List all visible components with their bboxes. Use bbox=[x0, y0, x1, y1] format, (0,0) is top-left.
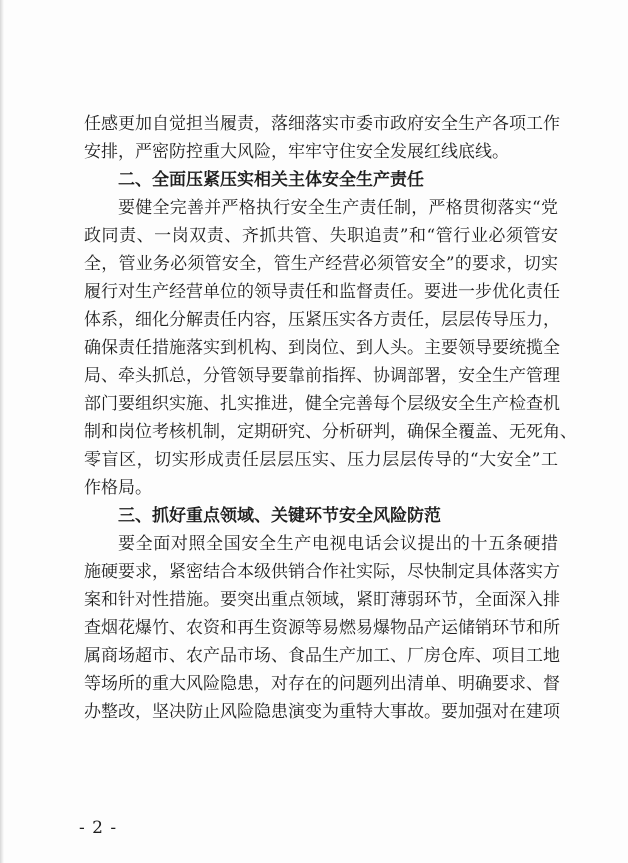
page-number: - 2 - bbox=[79, 818, 118, 838]
page-edge-shadow bbox=[0, 0, 4, 863]
section-heading-3: 三、抓好重点领域、关键环节安全风险防范 bbox=[118, 506, 441, 526]
paragraph-line: 部门要组织实施、扎实推进，健全完善每个层级安全生产检查机 bbox=[84, 394, 560, 414]
paragraph-line: 属商场超市、农产品市场、食品生产加工、厂房仓库、项目工地 bbox=[84, 646, 560, 666]
paragraph-line: 制和岗位考核机制，定期研究、分析研判，确保全覆盖、无死角、 bbox=[84, 422, 577, 442]
paragraph-line: 等场所的重大风险隐患，对存在的问题列出清单、明确要求、督 bbox=[84, 674, 560, 694]
paragraph-line: 局、牵头抓总，分管领导要靠前指挥、协调部署，安全生产管理 bbox=[84, 366, 560, 386]
paragraph-line: 确保责任措施落实到机构、到岗位、到人头。主要领导要统揽全 bbox=[84, 338, 560, 358]
paragraph-line: 全，管业务必须管安全，管生产经营必须管安全”的要求，切实 bbox=[84, 254, 558, 274]
paragraph-line: 要全面对照全国安全生产电视电话会议提出的十五条硬措 bbox=[118, 534, 558, 554]
section-heading-2: 二、全面压紧压实相关主体安全生产责任 bbox=[118, 170, 424, 190]
paragraph-line: 体系，细化分解责任内容，压紧压实各方责任，层层传导压力， bbox=[84, 310, 560, 330]
paragraph-line: 办整改，坚决防止风险隐患演变为重特大事故。要加强对在建项 bbox=[84, 702, 560, 722]
paragraph-line: 履行对生产经营单位的领导责任和监督责任。要进一步优化责任 bbox=[84, 282, 560, 302]
paragraph-line: 作格局。 bbox=[84, 478, 152, 498]
paragraph-line: 任感更加自觉担当履责，落细落实市委市政府安全生产各项工作 bbox=[84, 114, 560, 134]
paragraph-line: 安排，严密防控重大风险，牢牢守住安全发展红线底线。 bbox=[84, 142, 509, 162]
paragraph-line: 政同责、一岗双责、齐抓共管、失职追责”和“管行业必须管安 bbox=[84, 226, 558, 246]
paragraph-line: 要健全完善并严格执行安全生产责任制，严格贯彻落实“党 bbox=[118, 198, 558, 218]
paragraph-line: 案和针对性措施。要突出重点领域，紧盯薄弱环节，全面深入排 bbox=[84, 590, 560, 610]
paragraph-line: 查烟花爆竹、农资和再生资源等易燃易爆物品产运储销环节和所 bbox=[84, 618, 560, 638]
document-body bbox=[84, 110, 577, 726]
paragraph-line: 施硬要求，紧密结合本级供销合作社实际，尽快制定具体落实方 bbox=[84, 562, 560, 582]
paragraph-line: 零盲区，切实形成责任层层压实、压力层层传导的“大安全”工 bbox=[84, 450, 558, 470]
